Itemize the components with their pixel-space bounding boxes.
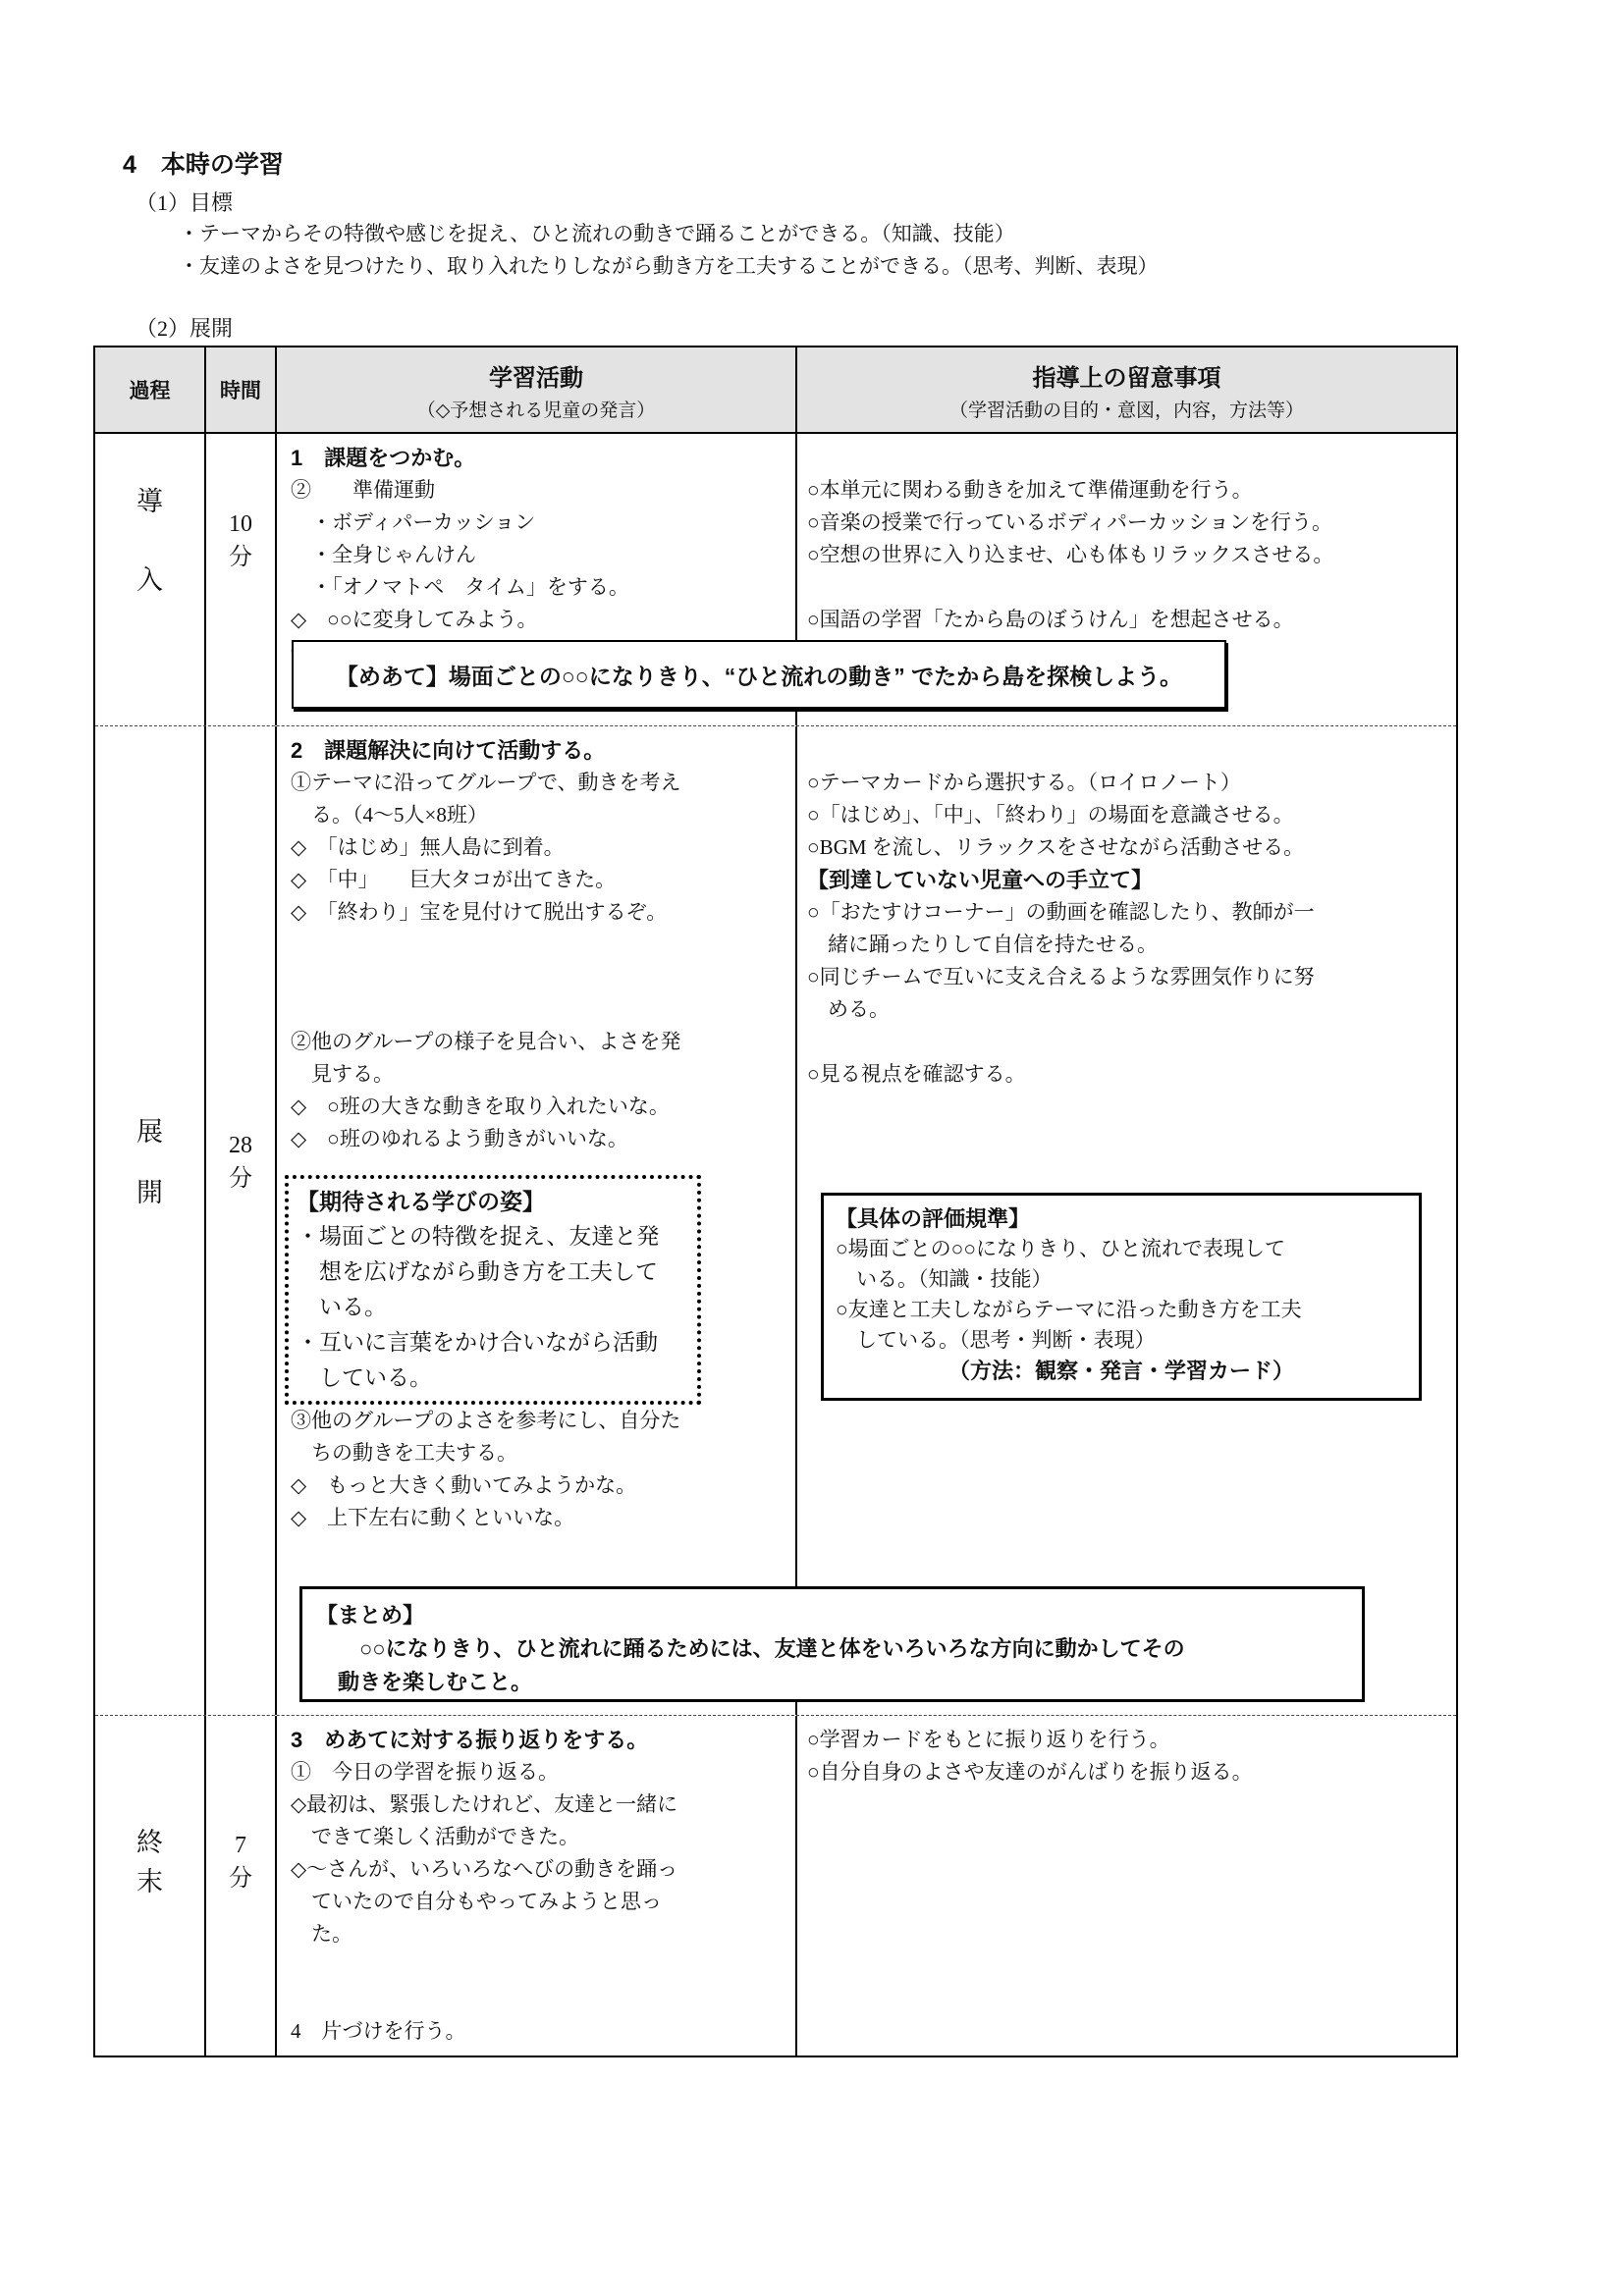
text-line: ○音楽の授業で行っているボディパーカッションを行う。 xyxy=(807,510,1332,534)
text-line: 7 xyxy=(235,1833,246,1858)
text-line: 【到達していない児童への手立て】 xyxy=(807,868,1154,892)
text-line: ちの動きを工夫する。 xyxy=(291,1441,517,1465)
text-line: ◇ ○○に変身してみよう。 xyxy=(291,608,538,631)
text-line: た。 xyxy=(291,1922,352,1946)
aim-text: 【めあて】場面ごとの○○になりきり、“ひと流れの動き” でたから島を探検しよう。 xyxy=(335,663,1183,689)
text-line xyxy=(807,734,1450,767)
header-process-label: 過程 xyxy=(129,380,171,402)
conclusion-notes xyxy=(797,1716,1456,2057)
development-activities xyxy=(277,726,797,1715)
text-line: ・ボディパーカッション xyxy=(291,510,536,534)
text-line: ○本単元に関わる動きを加えて準備運動を行う。 xyxy=(807,478,1253,502)
text-line: ていたので自分もやってみようと思っ xyxy=(291,1890,662,1913)
text-line: 分 xyxy=(229,1165,252,1192)
text-line: ○見る視点を確認する。 xyxy=(807,1062,1026,1086)
text-line: 終 xyxy=(136,1828,163,1857)
header-notes-title: 指導上の留意事項 xyxy=(1032,364,1221,392)
text-line: 28 xyxy=(229,1132,252,1158)
text-line xyxy=(807,1026,1450,1058)
text-line: ○テーマカードから選択する。（ロイロノート） xyxy=(807,771,1241,794)
expected-learning-box xyxy=(285,1175,701,1405)
page-title: 4 本時の学習 xyxy=(123,151,284,179)
text-line: 展 xyxy=(136,1116,163,1147)
lesson-plan-table xyxy=(93,346,1458,2057)
text-line: ② 準備運動 xyxy=(291,478,435,502)
text-line xyxy=(291,929,789,961)
text-line: 末 xyxy=(136,1867,163,1896)
introduction-time xyxy=(206,434,277,725)
table-header-row xyxy=(95,347,1456,434)
header-time-label: 時間 xyxy=(220,380,261,402)
text-line: る。（4～5人×8班） xyxy=(291,803,488,827)
text-line: いる。 xyxy=(297,1295,387,1319)
text-line: ・テーマからその特徴や感じを捉え、ひと流れの動きで踊ることができる。（知識、技能） xyxy=(179,222,1015,245)
text-line: 分 xyxy=(229,1866,252,1892)
text-line: ◇ 上下左右に動くといいな。 xyxy=(291,1506,575,1529)
text-line: している。 xyxy=(297,1365,432,1390)
text-line: 10 xyxy=(229,510,252,537)
text-line: ○「はじめ」、「中」、「終わり」の場面を意識させる。 xyxy=(807,803,1294,827)
text-line: ・全身じゃんけん xyxy=(291,543,476,566)
text-line: 【まとめ】 xyxy=(316,1603,425,1628)
header-activity-subtitle: （◇予想される児童の発言） xyxy=(416,400,656,421)
text-line: ○○になりきり、ひと流れに踊るためには、友達と体をいろいろな方向に動かしてその xyxy=(316,1636,1185,1661)
development-activities-part1 xyxy=(291,734,789,1155)
text-line: ③他のグループのよさを参考にし、自分た xyxy=(291,1409,681,1432)
goal-heading: （1）目標 xyxy=(135,190,234,215)
text-line xyxy=(291,993,789,1026)
text-line: ①テーマに沿ってグループで、動きを考え xyxy=(291,771,681,794)
text-line: 4 片づけを行う。 xyxy=(291,2019,466,2043)
text-line: ◇～さんが、いろいろなへびの動きを踊っ xyxy=(291,1857,678,1881)
text-line: ○友達と工夫しながらテーマに沿った動き方を工夫 xyxy=(836,1298,1302,1321)
text-line: 導 xyxy=(136,486,163,516)
development-notes xyxy=(797,726,1456,1715)
development-activities-part2 xyxy=(291,1405,789,1534)
text-line: ○BGM を流し、リラックスをさせながら活動させる。 xyxy=(807,835,1305,859)
text-line: ・互いに言葉をかけ合いながら活動 xyxy=(297,1330,658,1355)
aim-box xyxy=(292,640,1226,709)
text-line: 1 課題をつかむ。 xyxy=(291,446,476,470)
text-line: ・「オノマトペ タイム」をする。 xyxy=(291,575,629,599)
introduction-stage-label xyxy=(95,434,206,725)
text-line: ○国語の学習「たから島のぼうけん」を想起させる。 xyxy=(807,608,1294,631)
text-line: 3 めあてに対する振り返りをする。 xyxy=(291,1728,649,1752)
text-line: ◇ 「中」 巨大タコが出てきた。 xyxy=(291,868,617,891)
row-conclusion xyxy=(95,1715,1456,2057)
text-line: ◇ ○班の大きな動きを取り入れたいな。 xyxy=(291,1095,670,1118)
text-line: できて楽しく活動ができた。 xyxy=(291,1825,579,1848)
development-heading: （2）展開 xyxy=(135,316,234,341)
text-line: ◇ ○班のゆれるよう動きがいいな。 xyxy=(291,1127,628,1150)
text-line: ・友達のよさを見つけたり、取り入れたりしながら動き方を工夫することができる。（思考、判断、表現） xyxy=(179,254,1159,278)
text-line: 開 xyxy=(136,1177,163,1207)
text-line: ○場面ごとの○○になりきり、ひと流れで表現して xyxy=(836,1237,1286,1260)
text-line: ②他のグループの様子を見合い、よさを発 xyxy=(291,1030,681,1053)
text-line: 【期待される学びの姿】 xyxy=(297,1189,545,1214)
text-line: 入 xyxy=(136,564,163,595)
header-activity-title: 学習活動 xyxy=(489,364,583,392)
text-line xyxy=(807,571,1450,604)
evaluation-criteria-box xyxy=(821,1193,1422,1401)
header-cell-activity xyxy=(277,347,797,432)
text-line: 緒に踊ったりして自信を持たせる。 xyxy=(807,933,1158,956)
text-line: ① 今日の学習を振り返る。 xyxy=(291,1760,559,1784)
text-line: いる。（知識・技能） xyxy=(836,1267,1053,1291)
summary-box xyxy=(299,1586,1365,1702)
text-line: ○「おたすけコーナー」の動画を確認したり、教師が一 xyxy=(807,900,1315,924)
text-line: ◇ 「はじめ」無人島に到着。 xyxy=(291,835,565,859)
text-line: める。 xyxy=(807,997,890,1021)
text-line: ◇ 「終わり」宝を見付けて脱出するぞ。 xyxy=(291,900,668,924)
text-line: 分 xyxy=(229,544,252,570)
text-line: ○同じチームで互いに支え合えるような雰囲気作りに努 xyxy=(807,965,1315,988)
text-line: 見する。 xyxy=(291,1062,394,1086)
text-line xyxy=(291,961,789,993)
header-cell-time xyxy=(206,347,277,432)
header-cell-process xyxy=(95,347,206,432)
header-cell-notes xyxy=(797,347,1456,432)
text-line: 動きを楽しむこと。 xyxy=(316,1670,533,1694)
text-line xyxy=(291,1950,789,1983)
text-line: している。（思考・判断・表現） xyxy=(836,1328,1156,1352)
text-line: ○学習カードをもとに振り返りを行う。 xyxy=(807,1728,1170,1751)
development-time xyxy=(206,726,277,1715)
development-stage-label xyxy=(95,726,206,1715)
text-line: ◇ もっと大きく動いてみようかな。 xyxy=(291,1473,637,1497)
row-development xyxy=(95,725,1456,1715)
text-line: ◇最初は、緊張したけれど、友達と一緒に xyxy=(291,1792,678,1816)
text-line: （方法：観察・発言・学習カード） xyxy=(947,1359,1294,1383)
text-line xyxy=(291,1983,789,2015)
conclusion-activities xyxy=(277,1716,797,2057)
text-line: 2 課題解決に向けて活動する。 xyxy=(291,738,606,763)
text-line: 【具体の評価規準】 xyxy=(836,1206,1031,1231)
text-line: 想を広げながら動き方を工夫して xyxy=(297,1259,658,1284)
header-notes-subtitle: （学習活動の目的・意図，内容，方法等） xyxy=(948,400,1304,421)
goal-list xyxy=(179,218,1159,283)
text-line xyxy=(807,442,1450,474)
text-line: ・場面ごとの特徴を捉え、友達と発 xyxy=(297,1224,660,1249)
conclusion-stage-label xyxy=(95,1716,206,2057)
conclusion-time xyxy=(206,1716,277,2057)
text-line: ○空想の世界に入り込ませ、心も体もリラックスさせる。 xyxy=(807,543,1334,566)
text-line: ○自分自身のよさや友達のがんばりを振り返る。 xyxy=(807,1760,1253,1784)
row-introduction xyxy=(95,434,1456,725)
development-notes-lines xyxy=(807,734,1450,1091)
